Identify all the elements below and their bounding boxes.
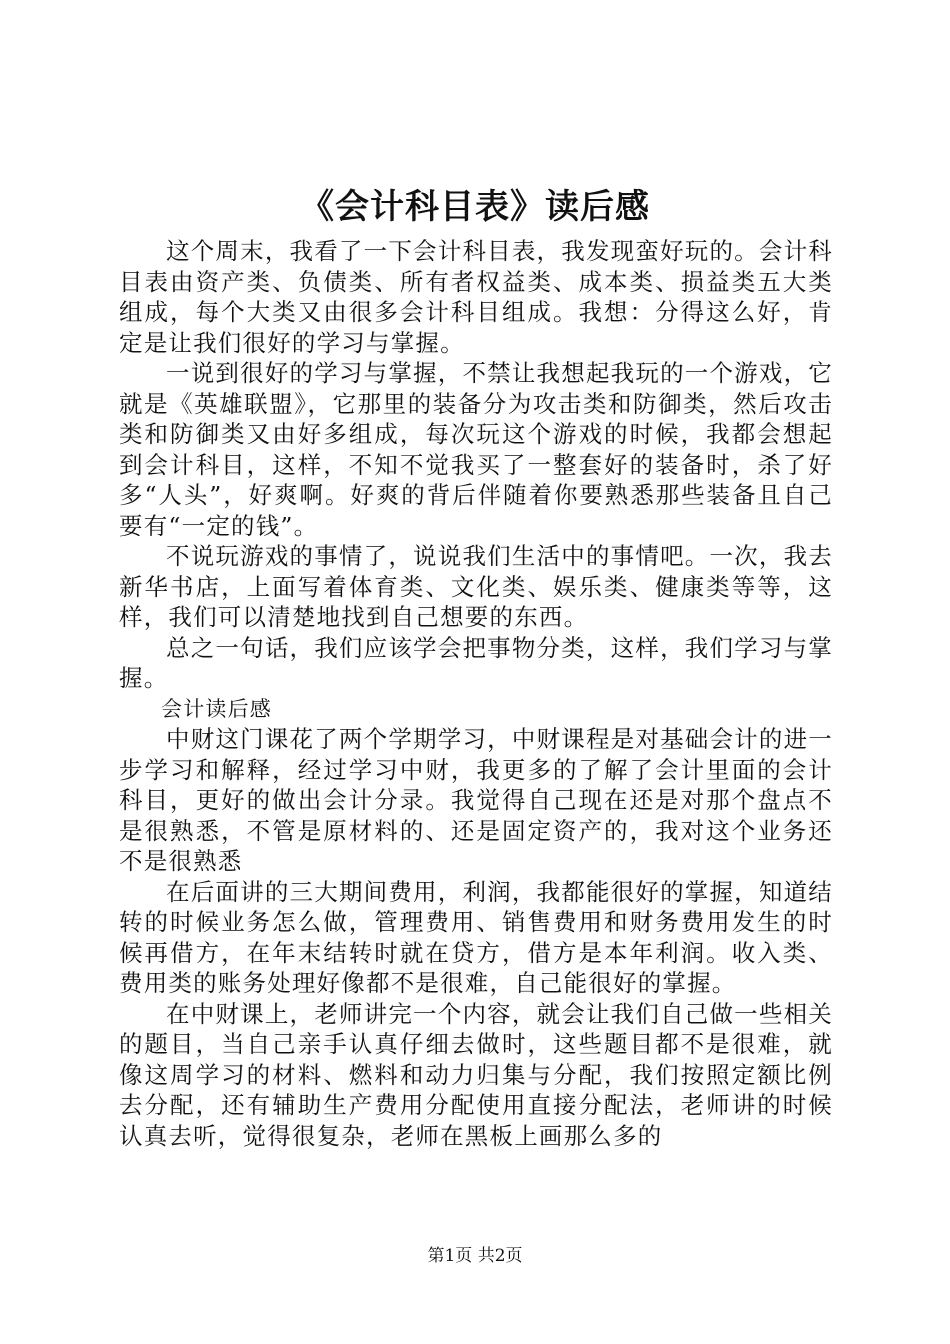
paragraph: 一说到很好的学习与掌握，不禁让我想起我玩的一个游戏，它就是《英雄联盟》，它那里的装备分为攻击类和防御类，然后攻击类和防御类又由好多组成，每次玩这个游戏的时候，我都会想起到会计科目，这样，不知不觉我买了一整套好的装备时，杀了好多“人头”，好爽啊。好爽的背后伴随着你要熟悉那些装备且自己要有“一定的钱”。 (119, 359, 833, 540)
paragraph: 不说玩游戏的事情了，说说我们生活中的事情吧。一次，我去新华书店，上面写着体育类、文化类、娱乐类、健康类等等，这样，我们可以清楚地找到自己想要的东西。 (119, 542, 833, 631)
paragraph: 在后面讲的三大期间费用，利润，我都能很好的掌握，知道结转的时候业务怎么做，管理费用、销售费用和财务费用发生的时候再借方，在年末结转时就在贷方，借方是本年利润。收入类、费用类的账务处理好像都不是很难，自己能很好的掌握。 (119, 877, 833, 997)
paragraph: 中财这门课花了两个学期学习，中财课程是对基础会计的进一步学习和解释，经过学习中财，我更多的了解了会计里面的会计科目，更好的做出会计分录。我觉得自己现在还是对那个盘点不是很熟悉，不管是原材料的、还是固定资产的，我对这个业务还不是很熟悉 (119, 725, 833, 875)
document-body (119, 236, 833, 1151)
document-title: 《会计科目表》读后感 (300, 187, 650, 227)
section-subtitle: 会计读后感 (161, 696, 272, 721)
paragraph: 这个周末，我看了一下会计科目表，我发现蛮好玩的。会计科目表由资产类、负债类、所有者权益类、成本类、损益类五大类组成，每个大类又由很多会计科目组成。我想：分得这么好，肯定是让我们很好的学习与掌握。 (119, 237, 833, 357)
paragraph: 总之一句话，我们应该学会把事物分类，这样，我们学习与掌握。 (119, 633, 833, 692)
page-number-footer: 第1页 共2页 (427, 1246, 523, 1266)
paragraph: 在中财课上，老师讲完一个内容，就会让我们自己做一些相关的题目，当自己亲手认真仔细去做时，这些题目都不是很难，就像这周学习的材料、燃料和动力归集与分配，我们按照定额比例去分配，还有辅助生产费用分配使用直接分配法，老师讲的时候认真去听，觉得很复杂，老师在黑板上画那么多的 (119, 999, 833, 1150)
